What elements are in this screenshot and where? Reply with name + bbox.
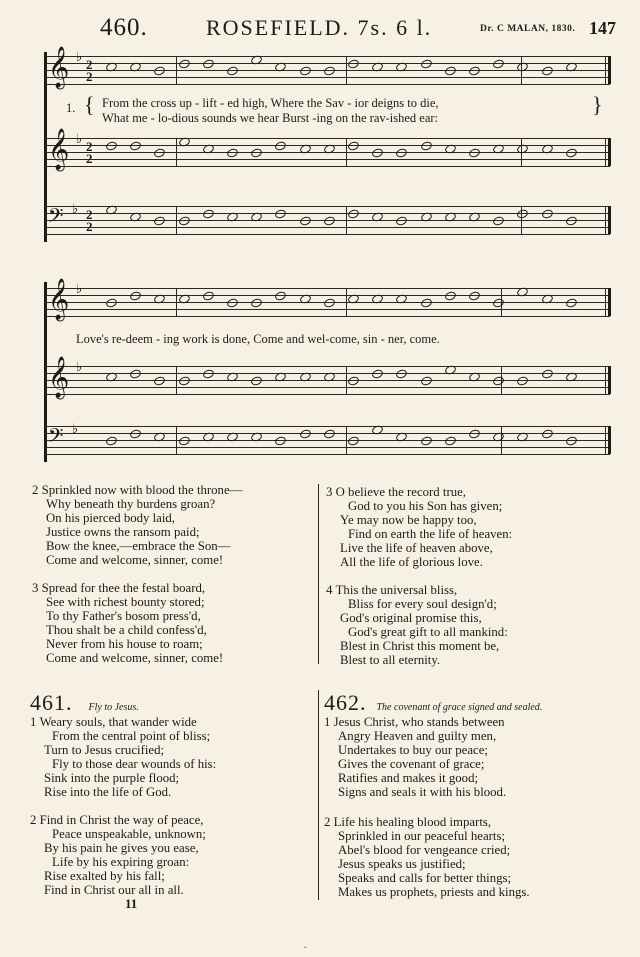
- page-header: [0, 14, 640, 44]
- note-head: [250, 375, 263, 386]
- hymn-461-subtitle: Fly to Jesus.: [88, 702, 139, 713]
- note-head: [274, 435, 287, 446]
- stanza-line: Bow the knee,—embrace the Son—: [46, 538, 231, 553]
- note-head: [250, 147, 263, 158]
- note-head: [395, 215, 408, 226]
- stanza-line: Undertakes to buy our peace;: [338, 742, 488, 757]
- stanza-line: 1 Weary souls, that wander wide: [30, 715, 197, 729]
- stanza-line: To thy Father's bosom press'd,: [46, 608, 201, 623]
- note-head: [129, 428, 142, 439]
- note-head: [371, 147, 384, 158]
- stanza-line: Blest to all eternity.: [340, 652, 441, 667]
- stanza-461-1: [30, 716, 216, 799]
- stanza-line: Jesus speaks us justified;: [338, 856, 466, 871]
- note-head: [226, 65, 239, 76]
- lyric-brace-end-icon: }: [592, 92, 603, 117]
- note-head: [202, 208, 215, 219]
- note-head: [420, 297, 433, 308]
- stanza-line: On his pierced body laid,: [46, 510, 176, 525]
- stanza-460-3a: [32, 582, 223, 665]
- measure-barline: [176, 426, 177, 454]
- stanza-line: 2 Find in Christ the way of peace,: [30, 813, 204, 827]
- stanza-line: 3 Spread for thee the festal board,: [32, 581, 206, 595]
- measure-barline: [346, 56, 347, 84]
- note-head: [565, 297, 578, 308]
- treble-staff-2: [46, 129, 610, 170]
- stanza-line: Live the life of heaven above,: [340, 540, 493, 555]
- note-head: [420, 140, 433, 151]
- note-head: [299, 428, 312, 439]
- note-head: [153, 147, 166, 158]
- note-head: [153, 65, 166, 76]
- note-head: [565, 147, 578, 158]
- note-head: [468, 428, 481, 439]
- stanza-461-2: [30, 814, 206, 897]
- flat-icon: ♭: [76, 132, 83, 147]
- composer-credit: Dr. C MALAN, 1830.: [480, 24, 576, 34]
- flat-icon: ♭: [76, 282, 83, 297]
- hymn-number-460: 460.: [100, 14, 148, 41]
- stanza-line: Sprinkled in our peaceful hearts;: [338, 828, 506, 843]
- note-head: [250, 297, 263, 308]
- measure-barline: [346, 138, 347, 166]
- verse-number-1: 1.: [66, 101, 76, 115]
- stanza-line: Rise into the life of God.: [44, 784, 172, 799]
- stanza-line: Fly to those dear wounds of his:: [52, 756, 217, 771]
- stanza-462-1: [324, 716, 506, 799]
- stanza-line: Ye may now be happy too,: [340, 512, 477, 527]
- note-head: [468, 65, 481, 76]
- flat-icon: ♭: [72, 422, 79, 437]
- stanza-line: God's great gift to all mankind:: [348, 624, 508, 639]
- note-head: [105, 435, 118, 446]
- tune-title: ROSEFIELD. 7s. 6 l.: [206, 15, 433, 40]
- stanza-line: All the life of glorious love.: [340, 554, 483, 569]
- stanza-line: Angry Heaven and guilty men,: [338, 728, 497, 743]
- stanza-line: God to you his Son has given;: [348, 498, 503, 513]
- final-barline: [605, 288, 606, 316]
- treble-staff-1: [46, 47, 610, 88]
- note-head: [565, 435, 578, 446]
- treble-clef-icon: 𝄞: [48, 129, 70, 170]
- treble-staff-4: [46, 357, 610, 398]
- measure-barline: [176, 56, 177, 84]
- note-head: [153, 375, 166, 386]
- note-head: [541, 368, 554, 379]
- stanza-line: Sink into the purple flood;: [44, 770, 180, 785]
- page-number: 147: [589, 18, 616, 38]
- stanza-line: Rise exalted by his fall;: [44, 868, 165, 883]
- stanza-line: Turn to Jesus crucified;: [44, 742, 165, 757]
- final-barline: [608, 206, 611, 234]
- stanza-line: Come and welcome, sinner, come!: [46, 552, 224, 567]
- note-head: [153, 215, 166, 226]
- note-head: [129, 290, 142, 301]
- stanza-line: 4 This the universal bliss,: [326, 583, 458, 597]
- stanza-line: Blest in Christ this moment be,: [340, 638, 500, 653]
- lyric-line-3: Love's re-deem - ing work is done, Come and wel-come, sin - ner, come.: [76, 332, 440, 346]
- hymn-461-heading: [30, 690, 139, 716]
- bass-staff-2: [46, 422, 610, 454]
- stanza-line: See with richest bounty stored;: [46, 594, 205, 609]
- note-head: [516, 375, 529, 386]
- measure-barline: [346, 288, 347, 316]
- final-barline: [608, 138, 611, 166]
- note-head: [347, 208, 360, 219]
- stanza-line: Never from his house to roam;: [46, 636, 203, 651]
- hymn-number-462: 462.: [324, 690, 367, 715]
- stanza-462-2: [324, 816, 530, 899]
- note-head: [395, 368, 408, 379]
- bass-clef-icon: 𝄢: [48, 424, 64, 452]
- footer-dot: .: [304, 940, 307, 951]
- time-signature: 2 2: [86, 139, 93, 166]
- stanza-line: 2 Sprinkled now with blood the throne—: [32, 483, 243, 497]
- note-head: [347, 58, 360, 69]
- stanza-line: God's original promise this,: [340, 610, 482, 625]
- note-head: [323, 297, 336, 308]
- treble-clef-icon: 𝄞: [48, 47, 70, 88]
- note-head: [178, 58, 191, 69]
- note-head: [420, 58, 433, 69]
- final-barline: [608, 56, 611, 84]
- lyric-brace-icon: {: [84, 92, 95, 117]
- note-head: [323, 215, 336, 226]
- flat-icon: ♭: [76, 50, 83, 65]
- measure-barline: [176, 138, 177, 166]
- stanza-line: Speaks and calls for better things;: [338, 870, 512, 885]
- note-head: [492, 375, 505, 386]
- stanza-460-4: [326, 584, 508, 667]
- hymn-462-subtitle: The covenant of grace signed and sealed.: [376, 702, 543, 713]
- hymn-462-heading: [324, 690, 542, 716]
- time-signature: 2 2: [86, 207, 93, 234]
- note-head: [202, 368, 215, 379]
- stanza-line: Find on earth the life of heaven:: [348, 526, 513, 541]
- note-head: [178, 375, 191, 386]
- note-head: [323, 65, 336, 76]
- note-head: [178, 435, 191, 446]
- note-head: [444, 290, 457, 301]
- stanza-line: Signs and seals it with his blood.: [338, 784, 507, 799]
- treble-staff-3: [46, 279, 610, 320]
- note-head: [565, 215, 578, 226]
- note-head: [371, 368, 384, 379]
- stanza-line: Ratifies and makes it good;: [338, 770, 479, 785]
- note-head: [226, 147, 239, 158]
- note-head: [444, 435, 457, 446]
- final-barline: [605, 426, 606, 454]
- note-head: [274, 208, 287, 219]
- note-head: [492, 297, 505, 308]
- bass-clef-icon: 𝄢: [48, 204, 64, 232]
- printer-signature: 11: [125, 896, 138, 911]
- stanza-line: Find in Christ our all in all.: [44, 882, 184, 897]
- lyric-line-2: What me - lo-dious sounds we hear Burst -ing on the rav-ished ear:: [102, 111, 439, 125]
- stanza-line: Come and welcome, sinner, come!: [46, 650, 224, 665]
- column-divider: [318, 484, 319, 664]
- measure-barline: [176, 288, 177, 316]
- stanza-line: Abel's blood for vengeance cried;: [338, 842, 511, 857]
- measure-barline: [346, 366, 347, 394]
- stanza-line: Bliss for every soul design'd;: [348, 596, 497, 611]
- column-divider: [318, 690, 319, 900]
- note-head: [274, 140, 287, 151]
- stanza-line: By his pain he gives you ease,: [44, 840, 199, 855]
- stanza-line: Life by his expiring groan:: [52, 854, 190, 869]
- note-head: [129, 368, 142, 379]
- measure-barline: [346, 206, 347, 234]
- flat-icon: ♭: [72, 202, 79, 217]
- note-head: [105, 297, 118, 308]
- note-head: [347, 375, 360, 386]
- note-head: [468, 290, 481, 301]
- stanza-line: Peace unspeakable, unknown;: [52, 826, 206, 841]
- stanza-line: 2 Life his healing blood imparts,: [324, 815, 492, 829]
- stanza-line: Thou shalt be a child confess'd,: [46, 622, 207, 637]
- hymn-number-461: 461.: [30, 690, 73, 715]
- stanza-line: Makes us prophets, priests and kings.: [338, 884, 530, 899]
- stanza-line: 3 O believe the record true,: [326, 485, 467, 499]
- note-head: [541, 208, 554, 219]
- note-head: [541, 65, 554, 76]
- note-head: [492, 215, 505, 226]
- lyric-line-1: From the cross up - lift - ed high, Where the Sav - ior deigns to die,: [102, 96, 439, 110]
- final-barline: [605, 366, 606, 394]
- note-head: [178, 215, 191, 226]
- note-head: [299, 65, 312, 76]
- note-head: [516, 208, 529, 219]
- final-barline: [608, 288, 611, 316]
- note-head: [492, 58, 505, 69]
- note-head: [129, 140, 142, 151]
- note-head: [395, 147, 408, 158]
- treble-clef-icon: 𝄞: [48, 279, 70, 320]
- note-head: [541, 428, 554, 439]
- note-head: [202, 58, 215, 69]
- note-head: [347, 140, 360, 151]
- final-barline: [605, 138, 606, 166]
- note-head: [274, 290, 287, 301]
- treble-clef-icon: 𝄞: [48, 357, 70, 398]
- final-barline: [608, 426, 611, 454]
- note-head: [420, 375, 433, 386]
- final-barline: [605, 206, 606, 234]
- stanza-460-3b: [326, 486, 512, 569]
- stanza-line: From the central point of bliss;: [52, 728, 211, 743]
- stanza-line: Justice owns the ransom paid;: [46, 524, 200, 539]
- measure-barline: [346, 426, 347, 454]
- bass-staff-1: [46, 202, 610, 234]
- note-head: [468, 147, 481, 158]
- final-barline: [605, 56, 606, 84]
- time-signature: 2 2: [86, 57, 93, 84]
- note-head: [444, 65, 457, 76]
- note-head: [202, 290, 215, 301]
- note-head: [299, 215, 312, 226]
- stanza-line: Why beneath thy burdens groan?: [46, 496, 216, 511]
- note-head: [105, 140, 118, 151]
- final-barline: [608, 366, 611, 394]
- note-head: [226, 297, 239, 308]
- stanza-460-2: [32, 484, 242, 567]
- note-head: [323, 428, 336, 439]
- note-head: [420, 435, 433, 446]
- note-head: [347, 435, 360, 446]
- measure-barline: [176, 206, 177, 234]
- stanza-line: 1 Jesus Christ, who stands between: [324, 715, 505, 729]
- flat-icon: ♭: [76, 360, 83, 375]
- stanza-line: Gives the covenant of grace;: [338, 756, 485, 771]
- measure-barline: [176, 366, 177, 394]
